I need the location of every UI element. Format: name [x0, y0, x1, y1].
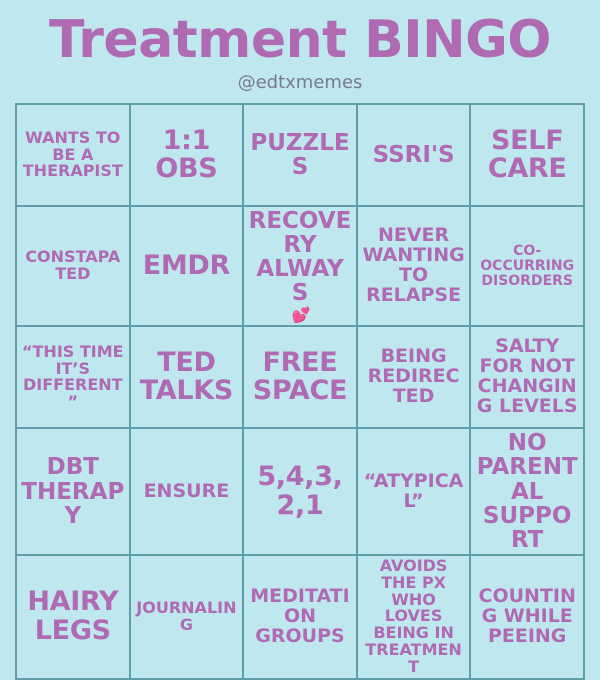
author-handle: @edtxmemes: [237, 72, 363, 93]
bingo-row: [16, 206, 584, 326]
bingo-cell[interactable]: [470, 326, 584, 428]
bingo-cell[interactable]: [243, 428, 357, 555]
bingo-cell[interactable]: [243, 104, 357, 206]
bingo-cell-label: DBT THERAPY: [21, 454, 125, 529]
bingo-cell[interactable]: [357, 104, 471, 206]
bingo-cell-label: ENSURE: [143, 479, 230, 502]
bingo-cell[interactable]: [130, 326, 244, 428]
bingo-cell-label: TED TALKS: [139, 346, 234, 407]
bingo-cell-label: EMDR: [142, 249, 231, 281]
bingo-cell[interactable]: [16, 104, 130, 206]
bingo-cell[interactable]: [243, 326, 357, 428]
bingo-grid-body: [16, 104, 584, 679]
page-title: Treatment BINGO: [49, 10, 551, 70]
bingo-cell[interactable]: [130, 555, 244, 679]
bingo-cell-label: WANTS TO BE A THERAPIST: [22, 127, 123, 181]
bingo-cell[interactable]: [16, 206, 130, 326]
bingo-cell[interactable]: [130, 428, 244, 555]
bingo-row: [16, 555, 584, 679]
bingo-cell-label: SALTY FOR NOT CHANGING LEVELS: [476, 335, 578, 418]
bingo-cell[interactable]: [357, 206, 471, 326]
bingo-cell[interactable]: [470, 428, 584, 555]
bingo-cell-label: AVOIDS THE PX WHO LOVES BEING IN TREATMENT: [365, 556, 462, 676]
bingo-cell-label: CO-OCCURRING DISORDERS: [480, 243, 575, 289]
hearts-icon: 💕: [291, 305, 309, 324]
bingo-cell[interactable]: [130, 104, 244, 206]
bingo-cell[interactable]: [357, 428, 471, 555]
bingo-cell[interactable]: [357, 555, 471, 679]
bingo-cell-label: PUZZLES: [250, 129, 350, 180]
bingo-grid: [15, 103, 585, 680]
bingo-cell[interactable]: [243, 206, 357, 326]
bingo-cell[interactable]: [357, 326, 471, 428]
bingo-cell-label: 1:1 OBS: [155, 124, 218, 184]
bingo-cell-label: “THIS TIME IT’S DIFFERENT”: [22, 341, 124, 412]
bingo-cell[interactable]: [470, 206, 584, 326]
bingo-cell-label: SELF CARE: [487, 124, 567, 184]
bingo-cell-label: CONSTAPATED: [25, 247, 121, 284]
bingo-cell[interactable]: [130, 206, 244, 326]
bingo-cell-label: COUNTING WHILE PEEING: [478, 584, 576, 647]
bingo-cell-label: “ATYPICAL”: [363, 469, 464, 512]
bingo-cell-label: NO PARENTAL SUPPORT: [476, 430, 578, 553]
bingo-cell-label: NEVER WANTING TO RELAPSE: [362, 224, 465, 307]
bingo-cell[interactable]: [243, 555, 357, 679]
bingo-cell[interactable]: [16, 326, 130, 428]
bingo-row: [16, 104, 584, 206]
bingo-cell-label: MEDITATION GROUPS: [250, 584, 350, 647]
bingo-cell[interactable]: [16, 555, 130, 679]
bingo-cell[interactable]: [470, 555, 584, 679]
bingo-cell-label: BEING REDIRECTED: [367, 345, 460, 408]
bingo-cell-label: 5,4,3,2,1: [257, 461, 343, 521]
bingo-row: [16, 326, 584, 428]
bingo-cell-label: HAIRY LEGS: [27, 586, 119, 646]
bingo-cell-label: JOURNALING: [136, 598, 237, 634]
bingo-cell[interactable]: [470, 104, 584, 206]
bingo-row: [16, 428, 584, 555]
bingo-cell-label: SSRI'S: [372, 141, 455, 168]
bingo-cell-label: RECOVERY ALWAYS: [248, 208, 352, 307]
bingo-cell[interactable]: [16, 428, 130, 555]
bingo-cell-label: FREE SPACE: [252, 346, 348, 407]
